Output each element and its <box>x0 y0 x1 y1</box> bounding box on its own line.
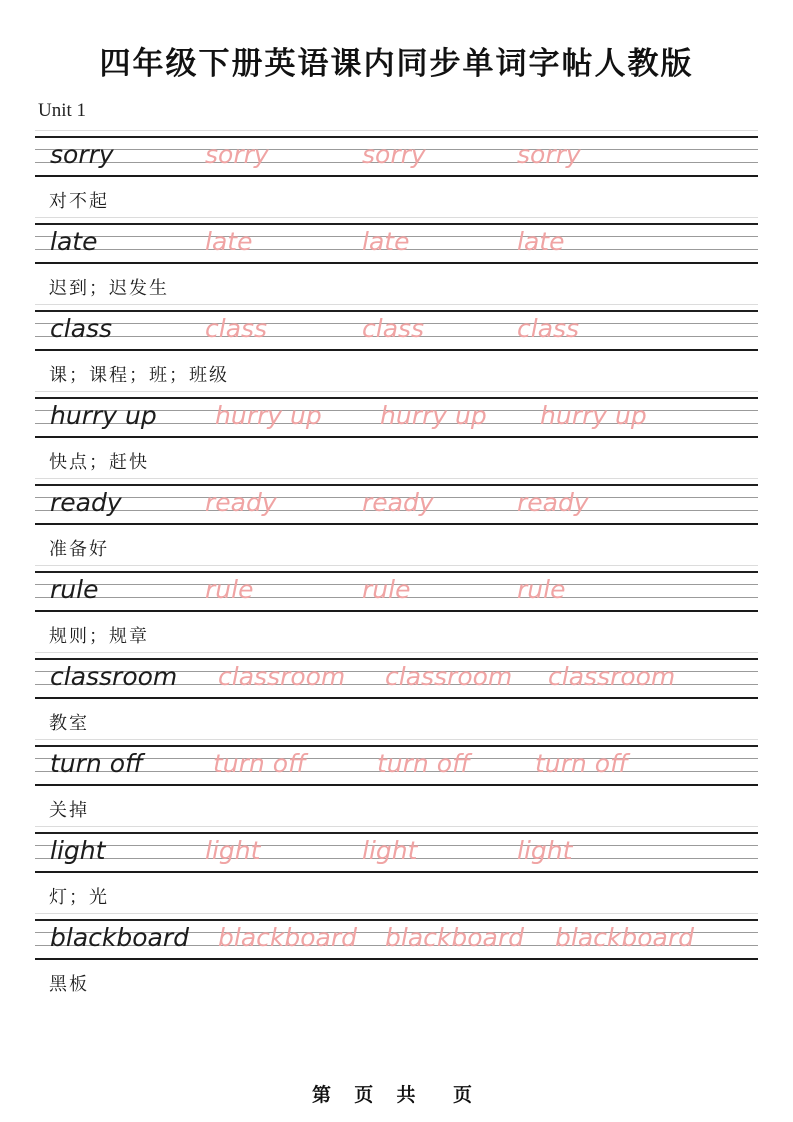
penmanship-line-top <box>35 484 758 486</box>
penmanship-line-bottom <box>35 175 758 177</box>
word-practice-block <box>35 391 758 478</box>
practice-word-trace: ready <box>205 488 277 517</box>
page-footer: 第 页 共 页 <box>311 1085 482 1106</box>
practice-word-trace: late <box>205 227 253 256</box>
word-practice-block <box>35 565 758 652</box>
penmanship-line-bottom <box>35 784 758 786</box>
practice-word-trace: blackboard <box>555 923 694 952</box>
word-meaning: 灯；光 <box>49 887 109 908</box>
penmanship-line-top <box>35 745 758 747</box>
penmanship-line-bottom <box>35 436 758 438</box>
separator-line <box>35 130 758 131</box>
practice-word-black: sorry <box>50 140 114 169</box>
practice-word-trace: classroom <box>385 662 513 691</box>
word-meaning: 对不起 <box>49 191 109 212</box>
word-practice-block <box>35 739 758 826</box>
word-practice-block <box>35 217 758 304</box>
practice-word-trace: sorry <box>205 140 269 169</box>
penmanship-line-bottom <box>35 958 758 960</box>
practice-word-black: blackboard <box>50 923 189 952</box>
word-practice-block <box>35 130 758 217</box>
practice-word-trace: hurry up <box>540 401 647 430</box>
practice-word-black: class <box>50 314 113 343</box>
word-practice-block <box>35 826 758 913</box>
penmanship-line-top <box>35 310 758 312</box>
practice-word-trace: turn off <box>377 749 471 778</box>
practice-word-trace: ready <box>362 488 434 517</box>
practice-word-trace: sorry <box>517 140 581 169</box>
penmanship-line-bottom <box>35 523 758 525</box>
practice-word-trace: light <box>362 836 418 865</box>
penmanship-line-top <box>35 658 758 660</box>
penmanship-line-top <box>35 571 758 573</box>
separator-line <box>35 478 758 479</box>
practice-word-trace: blackboard <box>385 923 524 952</box>
word-practice-block <box>35 478 758 565</box>
practice-word-trace: late <box>517 227 565 256</box>
word-meaning: 准备好 <box>49 539 109 560</box>
practice-word-trace: turn off <box>535 749 629 778</box>
separator-line <box>35 304 758 305</box>
word-meaning: 教室 <box>49 713 89 734</box>
penmanship-line-top <box>35 136 758 138</box>
separator-line <box>35 565 758 566</box>
word-meaning: 关掉 <box>49 800 89 821</box>
word-practice-block <box>35 652 758 739</box>
practice-word-trace: class <box>362 314 425 343</box>
practice-word-black: hurry up <box>50 401 157 430</box>
separator-line <box>35 913 758 914</box>
penmanship-line-top <box>35 223 758 225</box>
practice-word-trace: class <box>517 314 580 343</box>
penmanship-line-bottom <box>35 697 758 699</box>
penmanship-line-top <box>35 919 758 921</box>
practice-word-trace: ready <box>517 488 589 517</box>
separator-line <box>35 826 758 827</box>
practice-word-trace: sorry <box>362 140 426 169</box>
practice-word-black: rule <box>50 575 99 604</box>
penmanship-line-bottom <box>35 871 758 873</box>
word-meaning: 迟到；迟发生 <box>49 278 169 299</box>
practice-word-trace: light <box>517 836 573 865</box>
word-meaning: 黑板 <box>49 974 89 995</box>
practice-word-black: turn off <box>50 749 144 778</box>
word-meaning: 课；课程；班；班级 <box>49 365 229 386</box>
practice-word-black: ready <box>50 488 122 517</box>
practice-word-trace: classroom <box>548 662 676 691</box>
practice-word-trace: rule <box>205 575 254 604</box>
practice-word-trace: rule <box>362 575 411 604</box>
page-title: 四年级下册英语课内同步单词字帖人教版 <box>99 46 694 81</box>
practice-word-trace: light <box>205 836 261 865</box>
penmanship-line-bottom <box>35 262 758 264</box>
practice-word-black: light <box>50 836 106 865</box>
word-meaning: 规则；规章 <box>49 626 149 647</box>
practice-word-trace: hurry up <box>380 401 487 430</box>
practice-word-black: late <box>50 227 98 256</box>
practice-word-trace: rule <box>517 575 566 604</box>
separator-line <box>35 652 758 653</box>
word-meaning: 快点；赶快 <box>49 452 149 473</box>
separator-line <box>35 217 758 218</box>
unit-label: Unit 1 <box>38 100 87 121</box>
practice-word-trace: turn off <box>213 749 307 778</box>
penmanship-line-bottom <box>35 349 758 351</box>
separator-line <box>35 739 758 740</box>
penmanship-line-top <box>35 397 758 399</box>
practice-word-trace: blackboard <box>218 923 357 952</box>
practice-word-trace: class <box>205 314 268 343</box>
separator-line <box>35 391 758 392</box>
word-practice-block <box>35 913 758 1000</box>
practice-word-trace: classroom <box>218 662 346 691</box>
penmanship-line-top <box>35 832 758 834</box>
practice-word-trace: hurry up <box>215 401 322 430</box>
practice-word-trace: late <box>362 227 410 256</box>
practice-word-black: classroom <box>50 662 178 691</box>
penmanship-line-bottom <box>35 610 758 612</box>
word-practice-block <box>35 304 758 391</box>
